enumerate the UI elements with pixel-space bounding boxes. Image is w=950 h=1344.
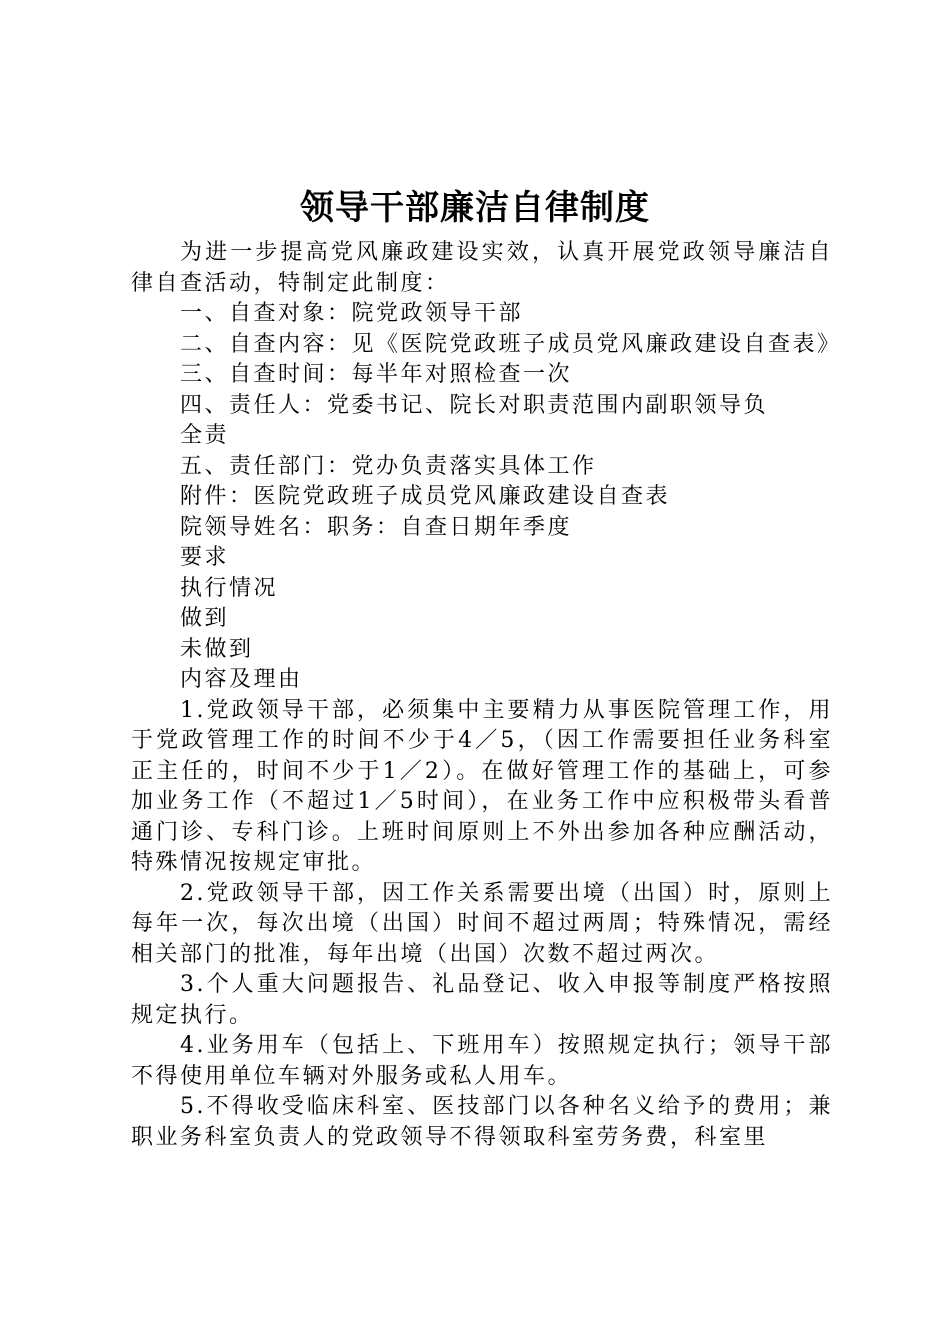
paragraph-form-header: 院领导姓名：职务：自查日期年季度: [180, 514, 573, 540]
document-body: [131, 238, 842, 1153]
paragraph-item-3: 三、自查时间：每半年对照检查一次: [180, 362, 573, 387]
column-label-status: 执行情况: [180, 575, 279, 601]
paragraph-item-4-cont: 全责: [180, 423, 230, 448]
column-label-reason: 内容及理由: [180, 667, 303, 692]
paragraph-item-4: 四、责任人：党委书记、院长对职责范围内副职领导负: [180, 392, 769, 418]
paragraph-rule-4: 4.业务用车（包括上、下班用车）按照规定执行；领导干部不得使用单位车辆对外服务或私人用车。: [131, 1033, 833, 1089]
paragraph-rule-5: 5.不得收受临床科室、医技部门以各种名义给予的费用；兼职业务科室负责人的党政领导不得领取科室劳务费，科室里: [131, 1094, 833, 1150]
column-label-requirement: 要求: [180, 545, 230, 570]
paragraph-rule-2: 2.党政领导干部，因工作关系需要出境（出国）时，原则上每年一次，每次出境（出国）时间不超过两周；特殊情况，需经相关部门的批准，每年出境（出国）次数不超过两次。: [131, 880, 833, 967]
paragraph-attachment: 附件：医院党政班子成员党风廉政建设自查表: [180, 484, 671, 509]
paragraph-item-5: 五、责任部门：党办负责落实具体工作: [180, 453, 597, 479]
paragraph-item-2: 二、自查内容：见《医院党政班子成员党风廉政建设自查表》: [180, 331, 842, 357]
paragraph-item-1: 一、自查对象：院党政领导干部: [180, 301, 524, 326]
paragraph-intro: 为进一步提高党风廉政建设实效，认真开展党政领导廉洁自律自查活动，特制定此制度：: [131, 240, 833, 296]
column-label-not-done: 未做到: [180, 636, 254, 662]
document-title: 领导干部廉洁自律制度: [300, 188, 650, 228]
paragraph-rule-3: 3.个人重大问题报告、礼品登记、收入申报等制度严格按照规定执行。: [131, 972, 833, 1028]
paragraph-rule-1: 1.党政领导干部，必须集中主要精力从事医院管理工作，用于党政管理工作的时间不少于4／5，（因工作需要担任业务科室正主任的，时间不少于1／2）。在做好管理工作的基础上，可参加业务工作（不超过1／5时间），在业务工作中应积极带头看普通门诊、专科门诊。上班时间原则上不外出参加各种应酬活动，特殊情况按规定审批。: [131, 697, 833, 875]
column-label-done: 做到: [180, 606, 230, 631]
